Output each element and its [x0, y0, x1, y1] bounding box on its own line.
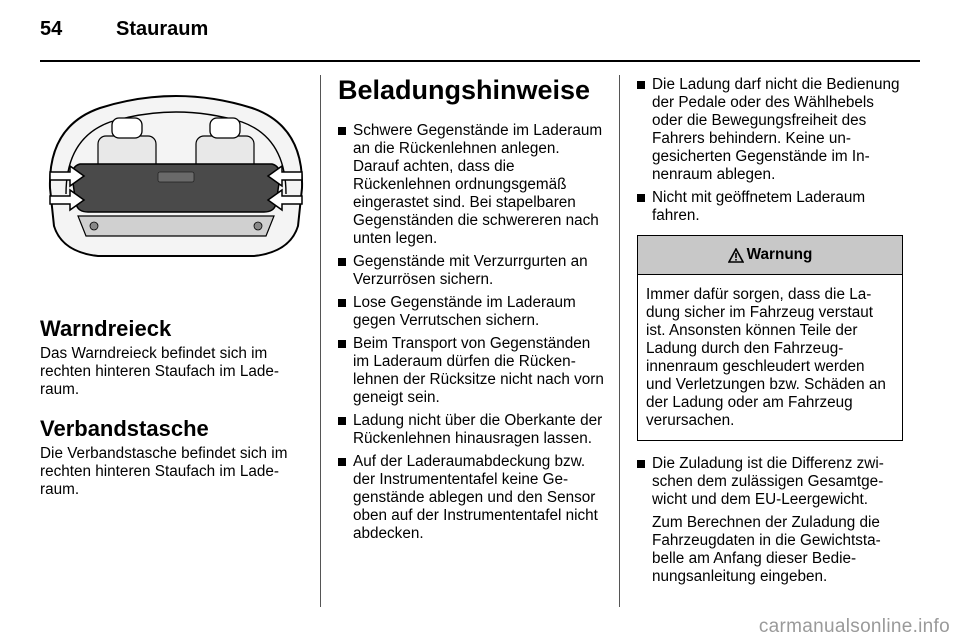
cargo-cover-illustration — [40, 76, 312, 276]
text-warndreieck: Das Warndreieck befindet sich im rechten hinteren Staufach im Laderaum. — [40, 345, 279, 398]
bullet-marker — [637, 460, 645, 468]
list-item — [338, 122, 608, 248]
bullet-marker — [637, 194, 645, 202]
list-item — [338, 453, 608, 543]
heading-warndreieck: Warndreieck — [40, 316, 172, 341]
page-number: 54 — [40, 18, 63, 40]
bullet-marker — [338, 258, 346, 266]
right-column — [637, 72, 903, 591]
list-item-text: Ladung nicht über die Oberkante der Rückenlehnen hinausragen lassen. — [353, 412, 603, 447]
list-item — [637, 189, 903, 225]
loading-bullets-continued — [637, 76, 903, 225]
bullet-marker — [338, 417, 346, 425]
payload-subparagraph: Zum Berechnen der Zuladung die Fahrzeugdaten in die Gewichtstabelle am Anfang dieser Bedienungsanleitung eingeben. — [652, 514, 881, 585]
list-item-text: Schwere Gegenstände im Laderaum an die Rückenlehnen anlegen. Darauf achten, dass die Rückenlehnen ordnungsgemäß eingerastet sind. Bei stapelbaren Gegenständen die schwereren nach unten legen. — [353, 122, 603, 247]
header-rule — [40, 60, 920, 62]
list-item-text: Beim Transport von Gegenständen im Laderaum dürfen die Rückenlehnen der Rücksitze nicht nach vorn geneigt sein. — [353, 335, 604, 406]
left-column — [40, 72, 312, 499]
list-item-text: Die Zuladung ist die Differenz zwischen dem zulässigen Gesamtgewicht und dem EU-Leergewicht. — [652, 455, 884, 508]
page-section-title: Stauraum — [116, 18, 209, 40]
warning-header — [638, 236, 902, 275]
warning-box — [637, 235, 903, 441]
list-item-text: Die Ladung darf nicht die Bedienung der Pedale oder des Wählhebels oder die Bewegungsfreiheit des Fahrers behindern. Keine ungesicherten Gegenstände im Innenraum ablegen. — [652, 76, 900, 183]
column-divider-2 — [619, 75, 620, 607]
list-item — [637, 455, 903, 586]
list-item-text: Lose Gegenstände im Laderaum gegen Verrutschen sichern. — [353, 294, 576, 329]
list-item-text: Auf der Laderaumabdeckung bzw. der Instrumententafel keine Gegenstände ablegen und den Sensor oben auf der Instrumententafel nicht abdecken. — [353, 453, 598, 542]
column-divider-1 — [320, 75, 321, 607]
warning-text: Immer dafür sorgen, dass die Ladung sicher im Fahrzeug verstaut ist. Ansonsten können Teile der Ladung durch den Fahrzeuginnenraum geschleudert werden und Verletzungen bzw. Schäden an der Ladung oder am Fahrzeug verursachen. — [646, 286, 886, 429]
list-item — [637, 76, 903, 184]
bullet-marker — [338, 458, 346, 466]
list-item — [338, 294, 608, 330]
list-item-text: Nicht mit geöffnetem Laderaum fahren. — [652, 189, 866, 224]
bullet-marker — [338, 340, 346, 348]
bullet-marker — [338, 127, 346, 135]
list-item — [338, 412, 608, 448]
list-item-text: Gegenstände mit Verzurrgurten an Verzurrösen sichern. — [353, 253, 588, 288]
middle-column — [338, 72, 608, 548]
payload-bullets — [637, 455, 903, 586]
bullet-marker — [338, 299, 346, 307]
watermark: carmanualsonline.info — [758, 616, 950, 637]
heading-verbandstasche: Verbandstasche — [40, 416, 209, 441]
warning-triangle-icon — [728, 248, 744, 263]
list-item — [338, 335, 608, 407]
list-item — [338, 253, 608, 289]
text-verbandstasche: Die Verbandstasche befindet sich im rechten hinteren Staufach im Laderaum. — [40, 445, 288, 498]
warning-title: Warnung — [746, 246, 813, 263]
bullet-marker — [637, 81, 645, 89]
heading-beladungshinweise: Beladungshinweise — [338, 75, 591, 105]
loading-bullets — [338, 122, 608, 543]
